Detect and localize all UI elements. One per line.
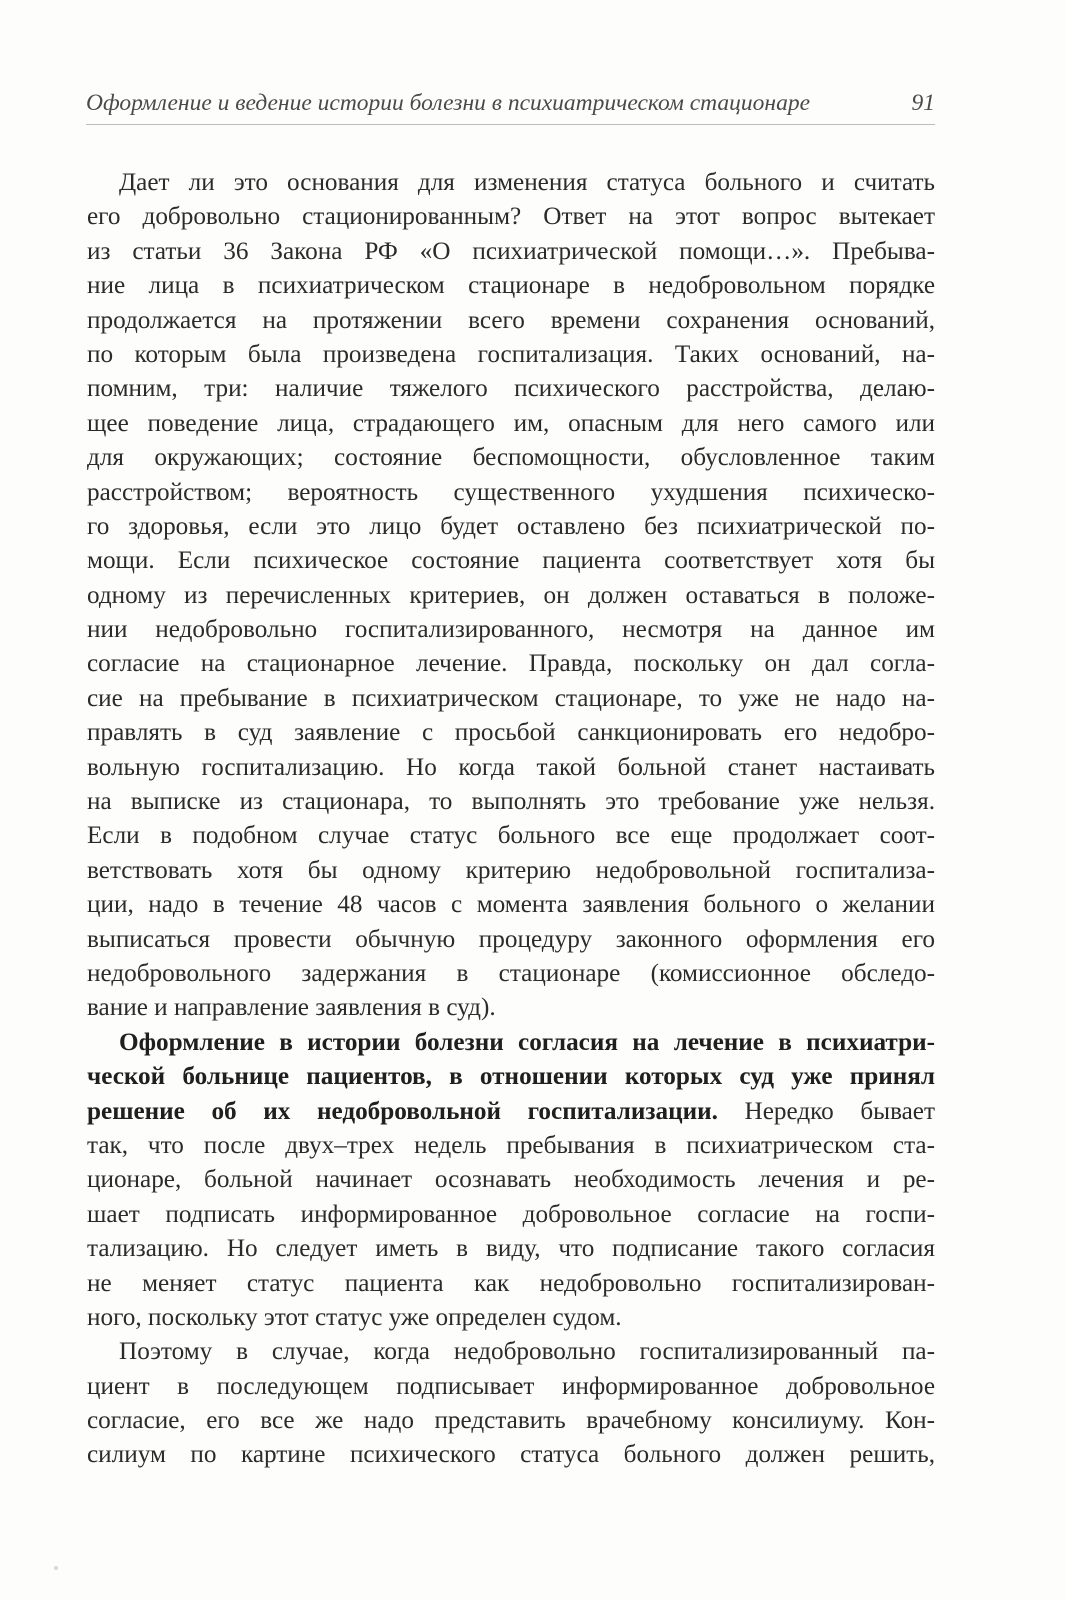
- text-line: щее поведение лица, страдающего им, опасным для него самого или: [87, 409, 935, 437]
- text-line: продолжается на протяжении всего времени сохранения оснований,: [87, 306, 935, 334]
- text-line: го здоровья, если это лицо будет оставлено без психиатрической по-: [87, 512, 935, 540]
- text-line: ного, поскольку этот статус уже определен судом.: [87, 1303, 622, 1331]
- page-number: 91: [911, 90, 935, 116]
- body-text: [87, 166, 935, 1473]
- text-line: так, что после двух–трех недель пребывания в психиатрическом ста-: [87, 1131, 935, 1159]
- text-line: согласие на стационарное лечение. Правда, поскольку он дал согла-: [87, 650, 935, 678]
- text-line: ние лица в психиатрическом стационаре в недобровольном порядке: [87, 272, 935, 300]
- text-line: силиум по картине психического статуса больного должен решить,: [87, 1441, 935, 1469]
- text-line: недобровольного задержания в стационаре (комиссионное обследо-: [87, 959, 935, 987]
- text-line: Если в подобном случае статус больного все еще продолжает соот-: [87, 822, 935, 850]
- text-line: ветствовать хотя бы одному критерию недобровольной госпитализа-: [87, 856, 935, 884]
- text-line: правлять в суд заявление с просьбой санкционировать его недобро-: [87, 719, 935, 747]
- text-line: циент в последующем подписывает информированное добровольное: [87, 1372, 935, 1400]
- text-line: нии недобровольно госпитализированного, несмотря на данное им: [87, 616, 935, 644]
- text-line: помним, три: наличие тяжелого психического расстройства, делаю-: [87, 375, 935, 403]
- text-line: согласие, его все же надо представить врачебному консилиуму. Кон-: [87, 1407, 935, 1435]
- text-line: из статьи 36 Закона РФ «О психиатрической помощи…». Пребыва-: [87, 237, 935, 265]
- bold-heading-fragment: решение об их недобровольной госпитализации.: [87, 1097, 718, 1125]
- text-line: ции, надо в течение 48 часов с момента заявления больного о желании: [87, 891, 935, 919]
- line-text: Нередко бывает: [717, 1097, 935, 1125]
- text-line: мощи. Если психическое состояние пациента соответствует хотя бы: [87, 547, 935, 575]
- text-line: по которым была произведена госпитализация. Таких оснований, на-: [87, 340, 935, 368]
- text-line: вольную госпитализацию. Но когда такой больной станет настаивать: [87, 753, 935, 781]
- text-line: ционаре, больной начинает осознавать необходимость лечения и ре-: [87, 1166, 935, 1194]
- text-line: шает подписать информированное добровольное согласие на госпи-: [87, 1200, 935, 1228]
- text-line: выписаться провести обычную процедуру законного оформления его: [87, 925, 935, 953]
- text-line: для окружающих; состояние беспомощности, обусловленное таким: [87, 444, 935, 472]
- text-line: его добровольно стационированным? Ответ на этот вопрос вытекает: [87, 203, 935, 231]
- text-line: одному из перечисленных критериев, он должен оставаться в положе-: [87, 581, 935, 609]
- text-line: [87, 1095, 935, 1129]
- scan-speck: [54, 1566, 58, 1570]
- text-line: тализацию. Но следует иметь в виду, что подписание такого согласия: [87, 1235, 935, 1263]
- text-line: ческой больнице пациентов, в отношении которых суд уже принял: [87, 1063, 935, 1091]
- running-header: [86, 84, 935, 125]
- text-line: Поэтому в случае, когда недобровольно госпитализированный па-: [119, 1338, 935, 1366]
- running-title: Оформление и ведение истории болезни в психиатрическом стационаре: [86, 90, 811, 116]
- text-line: Дает ли это основания для изменения статуса больного и считать: [119, 169, 935, 196]
- text-line: Оформление в истории болезни согласия на лечение в психиатри-: [119, 1028, 935, 1056]
- text-line: сие на пребывание в психиатрическом стационаре, то уже не надо на-: [87, 684, 935, 712]
- text-line: вание и направление заявления в суд).: [87, 994, 496, 1022]
- text-line: расстройством; вероятность существенного ухудшения психическо-: [87, 478, 935, 506]
- text-line: не меняет статус пациента как недобровольно госпитализирован-: [87, 1269, 935, 1297]
- text-line: на выписке из стационара, то выполнять это требование уже нельзя.: [87, 788, 935, 816]
